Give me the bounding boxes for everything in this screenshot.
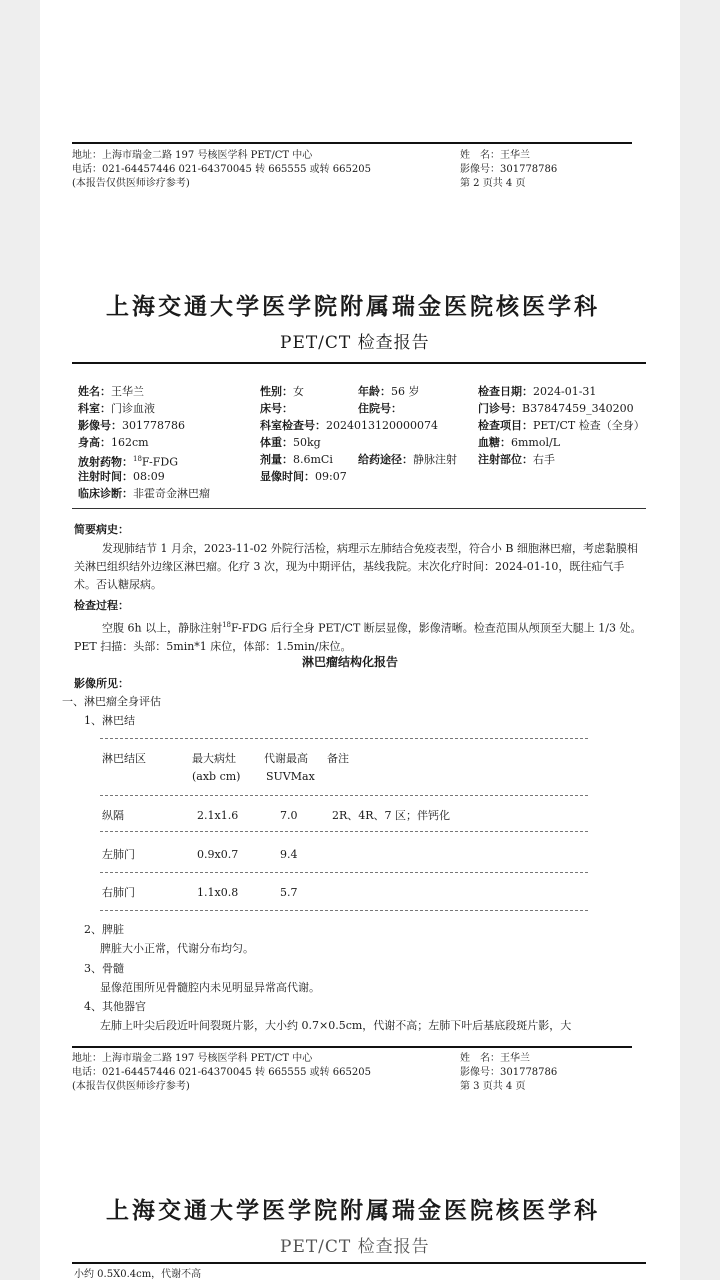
scan-time-label: 显像时间：	[260, 470, 315, 483]
info-rule	[72, 508, 646, 509]
weight-label: 体重：	[260, 436, 293, 449]
section-whole-body: 一、淋巴瘤全身评估	[62, 695, 161, 708]
history-heading: 简要病史：	[74, 523, 129, 536]
table-row-size: 2.1x1.6	[197, 809, 239, 822]
col-header-suvmax: 代谢最高	[264, 752, 308, 765]
patient-age: 56 岁	[391, 385, 420, 398]
right-margin	[680, 0, 720, 1280]
footer-note-2: (本报告仅供医师诊疗参考)	[72, 1081, 190, 1092]
footer-patient-name-2: 姓 名：王华兰	[460, 1053, 530, 1064]
height-label: 身高：	[78, 436, 111, 449]
patient-name: 王华兰	[111, 385, 144, 398]
procedure-text	[74, 616, 644, 656]
site: 右手	[533, 453, 555, 466]
procedure-text-a: 空腹 6h 以上，静脉注射	[102, 621, 223, 635]
table-row-suv: 9.4	[280, 848, 298, 861]
procedure-text-b: F-FDG 后行全身 PET/CT 断层显像，影像清晰。检查范围从颅顶至大腿上 1/3 处。PET 扫描：头部：5min*1 床位，体部：1.5min/床位。	[74, 621, 642, 653]
table-row-suv: 7.0	[280, 809, 298, 822]
table-row-region: 左肺门	[102, 848, 135, 861]
table-rule	[100, 738, 588, 739]
sub-other-organs: 4、其他器官	[84, 1000, 146, 1013]
table-row-region: 右肺门	[102, 886, 135, 899]
exam-item: PET/CT 检查（全身）	[533, 419, 645, 432]
drug-label: 放射药物：	[78, 455, 133, 469]
table-row-size: 0.9x0.7	[197, 848, 239, 861]
spleen-text: 脾脏大小正常，代谢分布均匀。	[100, 942, 254, 955]
table-row-size: 1.1x0.8	[197, 886, 239, 899]
route: 静脉注射	[413, 453, 457, 466]
procedure-isotope: 18	[222, 621, 231, 629]
table-row-suv: 5.7	[280, 886, 298, 899]
glucose-label: 血糖：	[478, 436, 511, 449]
footer-image-no: 影像号：301778786	[460, 164, 558, 175]
inpatient-label: 住院号：	[358, 402, 402, 415]
col-header-max-lesion: 最大病灶	[192, 752, 236, 765]
drug-isotope: 18	[133, 455, 142, 463]
weight: 50kg	[293, 436, 321, 449]
sub-bone-marrow: 3、骨髓	[84, 962, 124, 975]
cut-off-text: 小约 0.5X0.4cm，代谢不高	[74, 1269, 202, 1280]
procedure-heading: 检查过程：	[74, 599, 129, 612]
footer-phone: 电话：021-64457446 021-64370045 转 665555 或转 665205	[72, 164, 371, 175]
inject-time: 08:09	[133, 470, 165, 483]
col-subheader-suv: SUVMax	[266, 770, 315, 783]
footer-phone-2: 电话：021-64457446 021-64370045 转 665555 或转 665205	[72, 1067, 371, 1078]
table-row-notes: 2R、4R、7 区；伴钙化	[332, 809, 451, 822]
table-rule	[100, 910, 588, 911]
outpatient-label: 门诊号：	[478, 402, 522, 415]
footer-page-number-2: 第 3 页共 4 页	[460, 1081, 526, 1092]
history-text: 发现肺结节 1 月余，2023-11-02 外院行活检，病理示左肺结合免疫表型，符合小 B 细胞淋巴瘤，考虑黏膜相关淋巴组织结外边缘区淋巴瘤。化疗 3 次，现为中期评估，基线我院。末次化疗时间：2024-01-10，既往疝气手术。否认糖尿病。	[74, 542, 638, 591]
footer-top-rule-2	[72, 1046, 632, 1048]
table-row-region: 纵隔	[102, 809, 124, 822]
outpatient: B37847459_340200	[522, 402, 634, 415]
inject-time-label: 注射时间：	[78, 470, 133, 483]
dose-label: 剂量：	[260, 453, 293, 466]
age-label: 年龄：	[358, 385, 391, 398]
height: 162cm	[111, 436, 149, 449]
left-margin	[0, 0, 40, 1280]
table-rule	[100, 795, 588, 796]
exam-date: 2024-01-31	[533, 385, 597, 398]
dept: 门诊血液	[111, 402, 155, 415]
drug: F-FDG	[141, 455, 179, 469]
report-title: PET/CT 检查报告	[280, 333, 430, 353]
glucose: 6mmol/L	[511, 436, 561, 449]
footer-top-rule	[72, 142, 632, 144]
patient-sex: 女	[293, 385, 304, 398]
item-label: 检查项目：	[478, 419, 533, 432]
header-rule-2	[72, 1262, 646, 1264]
table-rule	[100, 831, 588, 832]
col-header-region: 淋巴结区	[102, 752, 146, 765]
scan-time: 09:07	[315, 470, 347, 483]
image-no-label: 影像号：	[78, 419, 122, 432]
footer-page-number: 第 2 页共 4 页	[460, 178, 526, 189]
site-label: 注射部位：	[478, 453, 533, 466]
image-no: 301778786	[122, 419, 185, 432]
room-no-label: 科室检查号：	[260, 419, 326, 432]
footer-address-2: 地址：上海市瑞金二路 197 号核医学科 PET/CT 中心	[72, 1053, 313, 1064]
hospital-name-2: 上海交通大学医学院附属瑞金医院核医学科	[106, 1197, 600, 1224]
table-rule	[100, 872, 588, 873]
col-header-notes: 备注	[327, 752, 349, 765]
col-subheader-size: (axb cm)	[192, 770, 241, 783]
other-organs-text: 左肺上叶尖后段近叶间裂斑片影，大小约 0.7×0.5cm，代谢不高；左肺下叶后基底段斑片影，大	[100, 1019, 572, 1032]
bed-label: 床号：	[260, 402, 293, 415]
exam-date-label: 检查日期：	[478, 385, 533, 398]
footer-image-no-2: 影像号：301778786	[460, 1067, 558, 1078]
dept-label: 科室：	[78, 402, 111, 415]
diagnosis: 非霍奇金淋巴瘤	[133, 487, 210, 500]
sex-label: 性别：	[260, 385, 293, 398]
dose: 8.6mCi	[293, 453, 333, 466]
route-label: 给药途径：	[358, 453, 413, 466]
footer-address: 地址：上海市瑞金二路 197 号核医学科 PET/CT 中心	[72, 150, 313, 161]
hospital-name: 上海交通大学医学院附属瑞金医院核医学科	[106, 293, 600, 320]
footer-note: (本报告仅供医师诊疗参考)	[72, 178, 190, 189]
header-rule	[72, 362, 646, 364]
structured-report-title: 淋巴瘤结构化报告	[302, 655, 399, 669]
diagnosis-label: 临床诊断：	[78, 487, 133, 500]
bone-marrow-text: 显像范围所见骨髓腔内未见明显异常高代谢。	[100, 981, 320, 994]
report-title-2: PET/CT 检查报告	[280, 1237, 430, 1257]
room-no: 2024013120000074	[326, 419, 438, 432]
sub-spleen: 2、脾脏	[84, 923, 124, 936]
document-page[interactable]	[40, 0, 680, 1280]
findings-heading: 影像所见：	[74, 677, 129, 690]
footer-patient-name: 姓 名：王华兰	[460, 150, 530, 161]
name-label: 姓名：	[78, 385, 111, 398]
sub-lymph-nodes: 1、淋巴结	[84, 714, 135, 727]
